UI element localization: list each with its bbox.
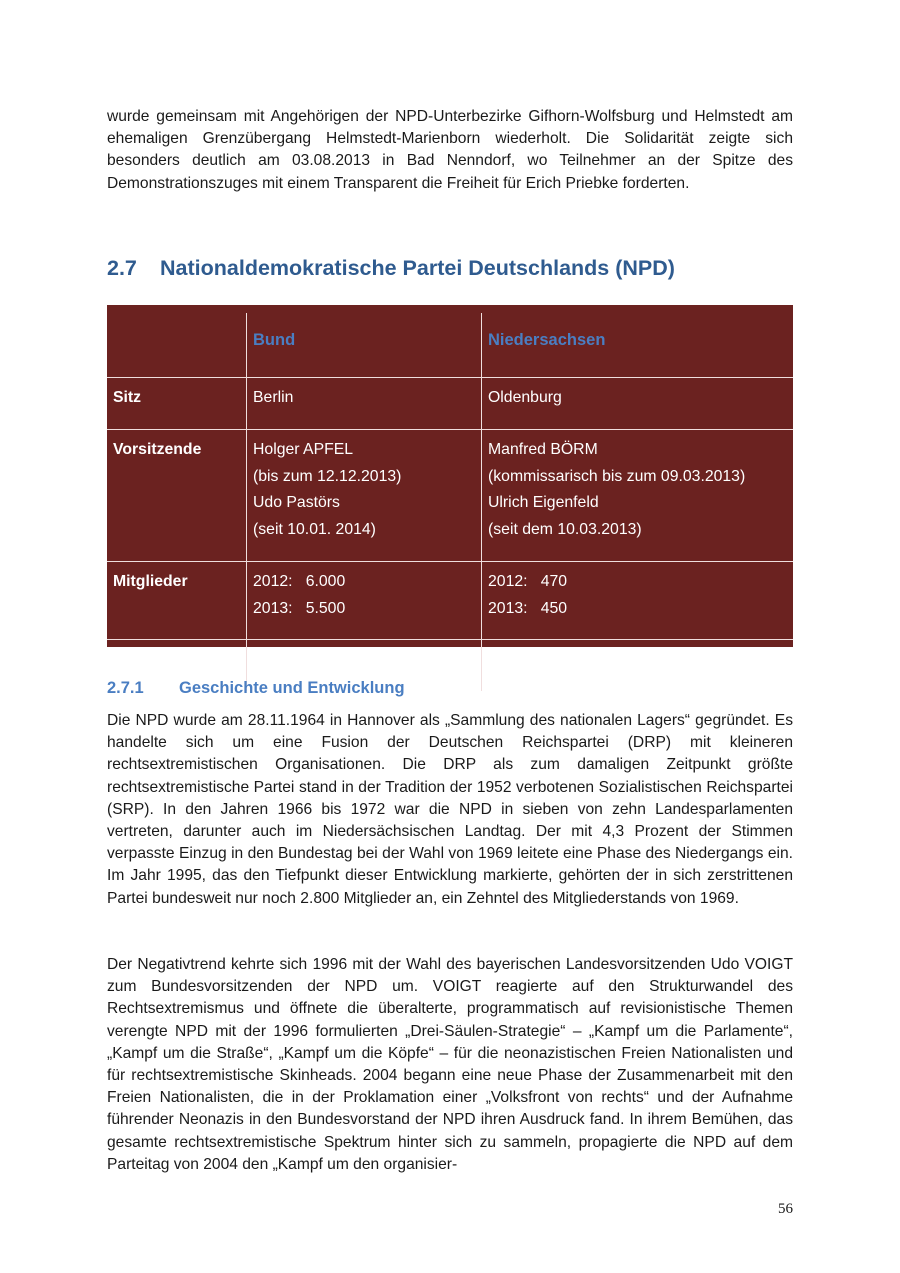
cell-line: 2012: 6.000 (253, 573, 346, 590)
body-paragraph: Die NPD wurde am 28.11.1964 in Hannover als „Sammlung des nationalen Lagers“ gegründet. Es handelte sich um eine Fusion der Deutschen Reichspartei (DRP) mit kleineren rechtsextremistischen Organisationen. Die DRP als zum damaligen Zeitpunkt größte rechtsextremistische Partei stand in der Tradition der 1952 verbotenen Sozialistischen Reichspartei (SRP). In den Jahren 1966 bis 1972 war die NPD in sieben von zehn Landesparlamenten vertreten, darunter auch im Niedersächsischen Landtag. Der mit 4,3 Prozent der Stimmen verpasste Einzug in den Bundestag bei der Wahl von 1969 leitete eine Phase des Niedergangs ein. Im Jahr 1995, das den Tiefpunkt dieser Entwicklung markierte, gehörten der in sich zerstrittenen Partei bundesweit nur noch 2.800 Mitglieder an, ein Zehntel des Mitgliederstands von 1969. (107, 712, 793, 907)
subsection-number: 2.7.1 (107, 679, 144, 697)
subsection-heading (107, 679, 405, 698)
cell-line: (kommissarisch bis zum 09.03.2013) (488, 467, 746, 485)
cell-line: Udo Pastörs (253, 494, 340, 511)
cell-niedersachsen (482, 562, 794, 640)
table-row-sitz (107, 378, 793, 430)
body-paragraph: Der Negativtrend kehrte sich 1996 mit der Wahl des bayerischen Landesvorsitzenden Udo VOIGT zum Bundesvorsitzenden der NPD um. VOIGT reagierte auf den Strukturwandel des Rechtsextremismus und öffnete die überalterte, programmatisch auf revisionistische Themen verengte NPD mit der 1996 formulierten „Drei-Säulen-Strategie“ – „Kampf um die Parlamente“, „Kampf um die Straße“, „Kampf um die Köpfe“ – für die neonazistischen Freien Nationalisten und für rechtsextremistische Skinheads. 2004 begann eine neue Phase der Zusammenarbeit mit den Freien Nationalisten, die in der Proklamation einer „Volksfront von rechts“ und der Aufnahme führender Neonazis in den Bundesvorstand der NPD ihren Ausdruck fand. In ihrem Bemühen, das gesamte rechtsextremistische Spektrum hinter sich zu sammeln, propagierte die NPD auf dem Parteitag von 2004 den „Kampf um den organisier- (107, 956, 793, 1173)
cell-bund: Deutsche Stimme (247, 640, 482, 692)
cell-line: 2013: 450 (488, 599, 568, 617)
header-niedersachsen: Niedersachsen (482, 313, 794, 378)
cell-line: 2013: 5.500 (253, 599, 346, 617)
row-label: Publikationen (113, 651, 217, 668)
cell-line: (bis zum 12.12.2013) (253, 467, 402, 485)
document-page (107, 0, 793, 1273)
cell-niedersachsen (482, 430, 794, 562)
cell-line: 2012: 470 (488, 573, 568, 590)
cell-niedersachsen: – (482, 640, 794, 692)
intro-paragraph: wurde gemeinsam mit Angehörigen der NPD-Unterbezirke Gifhorn-Wolfsburg und Helmstedt am ehemaligen Grenzübergang Helmstedt-Marienborn wiederholt. Die Solidarität zeigte sich besonders deutlich am 03.08.2013 in Bad Nenndorf, wo Teilnehmer an der Spitze des Demonstrationszuges mit einem Transparent die Freiheit für Erich Priebke forderten. (107, 108, 793, 192)
cell-bund (247, 430, 482, 562)
row-label: Mitglieder (113, 573, 188, 590)
row-label: Sitz (113, 389, 142, 406)
row-label: Vorsitzende (113, 441, 202, 458)
header-bund: Bund (247, 313, 482, 378)
cell-line: (seit dem 10.03.2013) (488, 520, 642, 538)
section-number: 2.7 (107, 256, 137, 280)
cell-line: Holger APFEL (253, 441, 354, 458)
header-empty-cell (107, 313, 247, 378)
subsection-title: Geschichte und Entwicklung (179, 679, 405, 697)
party-info-table (107, 305, 793, 668)
table-row-mitglieder (107, 562, 793, 640)
table-row-vorsitzende (107, 430, 793, 562)
cell-line: Manfred BÖRM (488, 441, 598, 458)
section-title: Nationaldemokratische Partei Deutschlands (NPD) (160, 256, 675, 280)
table-header-row (107, 313, 793, 378)
cell-bund (247, 562, 482, 640)
page-number: 56 (778, 1201, 793, 1217)
cell-bund: Berlin (247, 378, 482, 430)
cell-niedersachsen: Oldenburg (482, 378, 794, 430)
cell-line: (seit 10.01. 2014) (253, 520, 376, 538)
cell-line: Ulrich Eigenfeld (488, 494, 599, 511)
section-heading (107, 256, 675, 281)
